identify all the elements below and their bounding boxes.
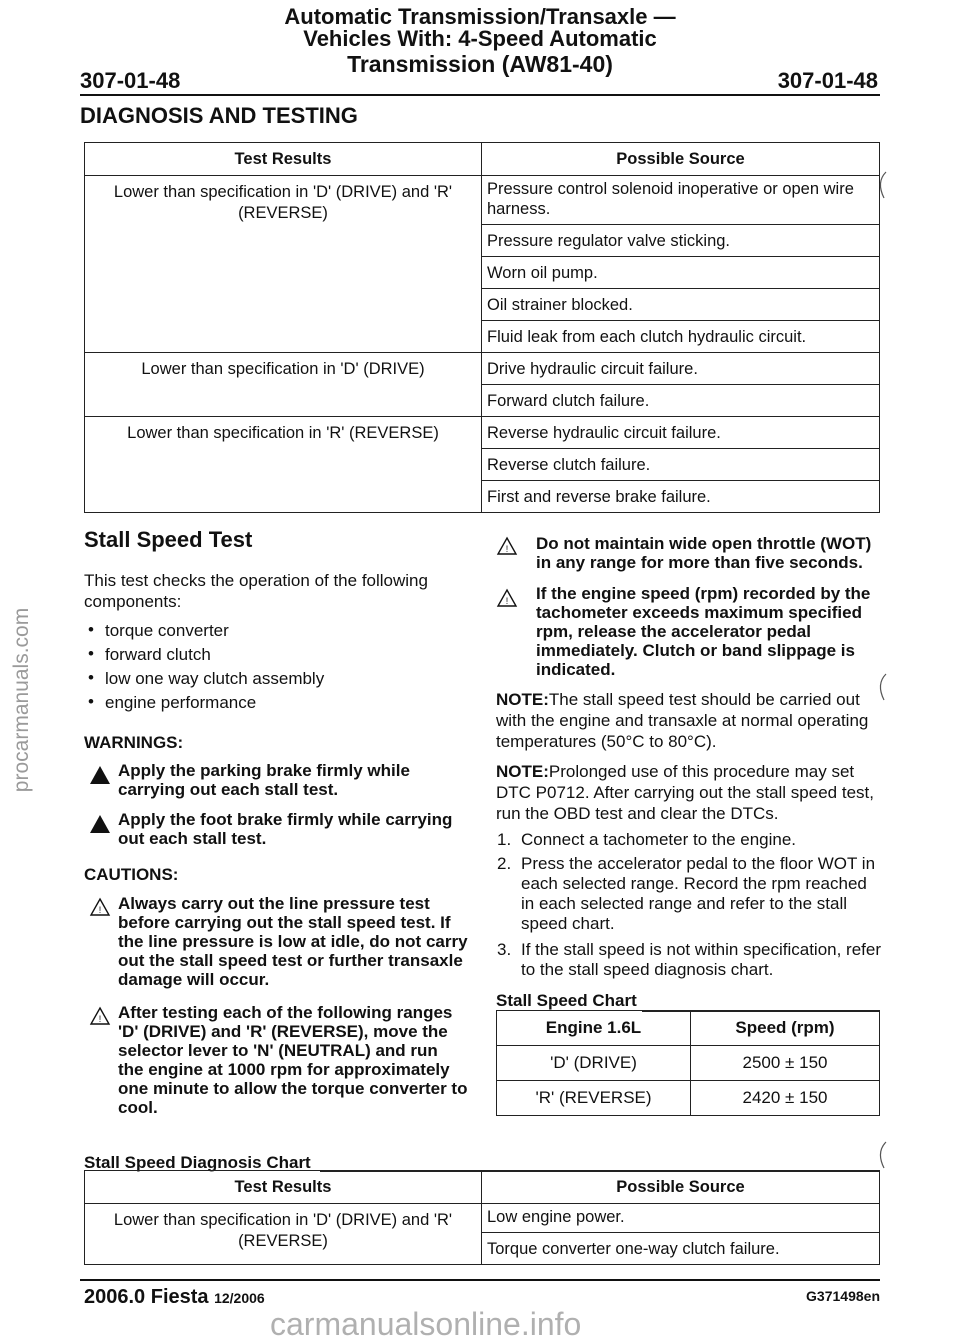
source-item: Pressure control solenoid inoperative or open wire harness. <box>482 176 879 225</box>
source-item: Drive hydraulic circuit failure. <box>482 353 879 385</box>
side-watermark: procarmanuals.com <box>10 607 33 793</box>
table-header-results: Test Results <box>85 143 482 176</box>
note-text: The stall speed test should be carried out with the engine and transaxle at normal operating temperatures (50°C to 80°C). <box>496 690 869 751</box>
warning-triangle-icon <box>89 814 111 834</box>
caution-text: Do not maintain wide open throttle (WOT) in any range for more than five seconds. <box>536 534 872 572</box>
source-item: First and reverse brake failure. <box>487 488 711 506</box>
source-item: Oil strainer blocked. <box>482 289 879 321</box>
warnings-label: WARNINGS: <box>84 733 184 752</box>
note-text: Prolonged use of this procedure may set DTC P0712. After carrying out the stall speed test, run the OBD test and clear the DTCs. <box>496 762 874 823</box>
cautions-label: CAUTIONS: <box>84 865 179 884</box>
section-title: DIAGNOSIS AND TESTING <box>80 103 358 128</box>
bullet-icon: • <box>88 668 94 687</box>
chart-header-engine: Engine 1.6L <box>497 1011 691 1046</box>
source-item: Torque converter one-way clutch failure. <box>487 1240 780 1258</box>
footer-model-text: 2006.0 Fiesta <box>84 1286 209 1308</box>
component-item: engine performance <box>105 693 257 712</box>
table-row <box>497 1046 880 1081</box>
step-text: Connect a tachometer to the engine. <box>521 830 797 849</box>
footer-code: G371498en <box>806 1288 880 1304</box>
test-result-cell: Lower than specification in 'D' (DRIVE) <box>85 353 482 417</box>
source-item: Worn oil pump. <box>482 257 879 289</box>
footer-rule <box>80 1279 880 1281</box>
svg-text:!: ! <box>505 544 509 554</box>
chart-header-speed: Speed (rpm) <box>691 1011 880 1046</box>
footer-model <box>84 1286 265 1309</box>
pressure-test-table <box>84 142 880 513</box>
bottom-watermark: carmanualsonline.info <box>270 1306 582 1342</box>
svg-text:!: ! <box>505 596 509 606</box>
step-number: 3. <box>497 940 512 959</box>
warning-text: Apply the foot brake firmly while carrying out each stall test. <box>118 810 453 848</box>
table-row <box>85 176 880 353</box>
table-header-source: Possible Source <box>482 1171 880 1204</box>
source-item: Fluid leak from each clutch hydraulic circuit. <box>487 328 807 346</box>
chart-cell: 'D' (DRIVE) <box>497 1046 691 1081</box>
caution-text: If the engine speed (rpm) recorded by the tachometer exceeds maximum specified rpm, release the accelerator pedal immediately. Clutch or band slippage is indicated. <box>536 584 871 679</box>
component-item: torque converter <box>105 621 229 640</box>
component-item: forward clutch <box>105 645 211 664</box>
page-code-right: 307-01-48 <box>777 68 878 93</box>
note-label: NOTE: <box>496 690 549 709</box>
caution-triangle-icon <box>89 897 111 917</box>
caution-text: Always carry out the line pressure test before carrying out the stall speed test. If the line pressure is low at idle, do not carry out the stall speed test or further transaxle damage will occur. <box>118 894 468 989</box>
source-item: Reverse hydraulic circuit failure. <box>482 417 879 449</box>
source-item: Forward clutch failure. <box>487 392 650 410</box>
chart-cell: 2420 ± 150 <box>691 1081 880 1116</box>
bullet-icon: • <box>88 620 94 639</box>
source-item: Low engine power. <box>482 1204 879 1233</box>
bullet-icon: • <box>88 644 94 663</box>
diagnosis-chart-title: Stall Speed Diagnosis Chart <box>84 1153 311 1172</box>
step-number: 1. <box>497 830 512 849</box>
component-item: low one way clutch assembly <box>105 669 325 688</box>
header-rule <box>80 94 880 96</box>
header-title-line3: Transmission (AW81-40) <box>347 51 613 77</box>
header-title-line2: Vehicles With: 4-Speed Automatic <box>303 26 657 51</box>
svg-text:!: ! <box>98 1014 102 1024</box>
test-result-cell: Lower than specification in 'R' (REVERSE) <box>85 417 482 513</box>
page-code-left: 307-01-48 <box>80 68 181 93</box>
test-result-cell: Lower than specification in 'D' (DRIVE) and 'R' (REVERSE) <box>85 1204 482 1265</box>
bullet-icon: • <box>88 692 94 711</box>
stall-speed-chart <box>496 1010 880 1116</box>
table-row <box>85 353 880 417</box>
caution-triangle-icon <box>89 1006 111 1026</box>
step-text: If the stall speed is not within specification, refer to the stall speed diagnosis chart. <box>521 940 882 979</box>
test-result-cell: Lower than specification in 'D' (DRIVE) and 'R' (REVERSE) <box>85 176 482 353</box>
note-label: NOTE: <box>496 762 549 781</box>
stall-test-heading: Stall Speed Test <box>84 527 253 552</box>
footer-date: 12/2006 <box>214 1290 265 1306</box>
header-title-line1: Automatic Transmission/Transaxle — <box>284 4 676 29</box>
svg-text:!: ! <box>98 905 102 915</box>
stall-chart-title: Stall Speed Chart <box>496 991 637 1010</box>
note-2 <box>496 761 884 824</box>
warning-triangle-icon <box>89 765 111 785</box>
source-item: Reverse clutch failure. <box>482 449 879 481</box>
margin-mark-icon <box>872 168 912 208</box>
stall-test-intro: This test checks the operation of the following components: <box>84 571 428 611</box>
note-1 <box>496 689 884 752</box>
table-row <box>497 1081 880 1116</box>
table-header-source: Possible Source <box>482 143 880 176</box>
table-row <box>85 1204 880 1265</box>
caution-text: After testing each of the following ranges 'D' (DRIVE) and 'R' (REVERSE), move the selector lever to 'N' (NEUTRAL) and run the engine at 1000 rpm for approximately one minute to allow the torque converter to cool. <box>118 1003 468 1117</box>
table-header-results: Test Results <box>85 1171 482 1204</box>
chart-cell: 'R' (REVERSE) <box>497 1081 691 1116</box>
source-item: Pressure regulator valve sticking. <box>482 225 879 257</box>
caution-triangle-icon <box>496 588 518 608</box>
step-text: Press the accelerator pedal to the floor WOT in each selected range. Record the rpm reached in each selected range and refer to the stall speed chart. <box>521 854 876 933</box>
step-number: 2. <box>497 854 512 873</box>
caution-triangle-icon <box>496 536 518 556</box>
diagnosis-chart-table <box>84 1170 880 1265</box>
warning-text: Apply the parking brake firmly while carrying out each stall test. <box>118 761 410 799</box>
chart-cell: 2500 ± 150 <box>691 1046 880 1081</box>
table-row <box>85 417 880 513</box>
